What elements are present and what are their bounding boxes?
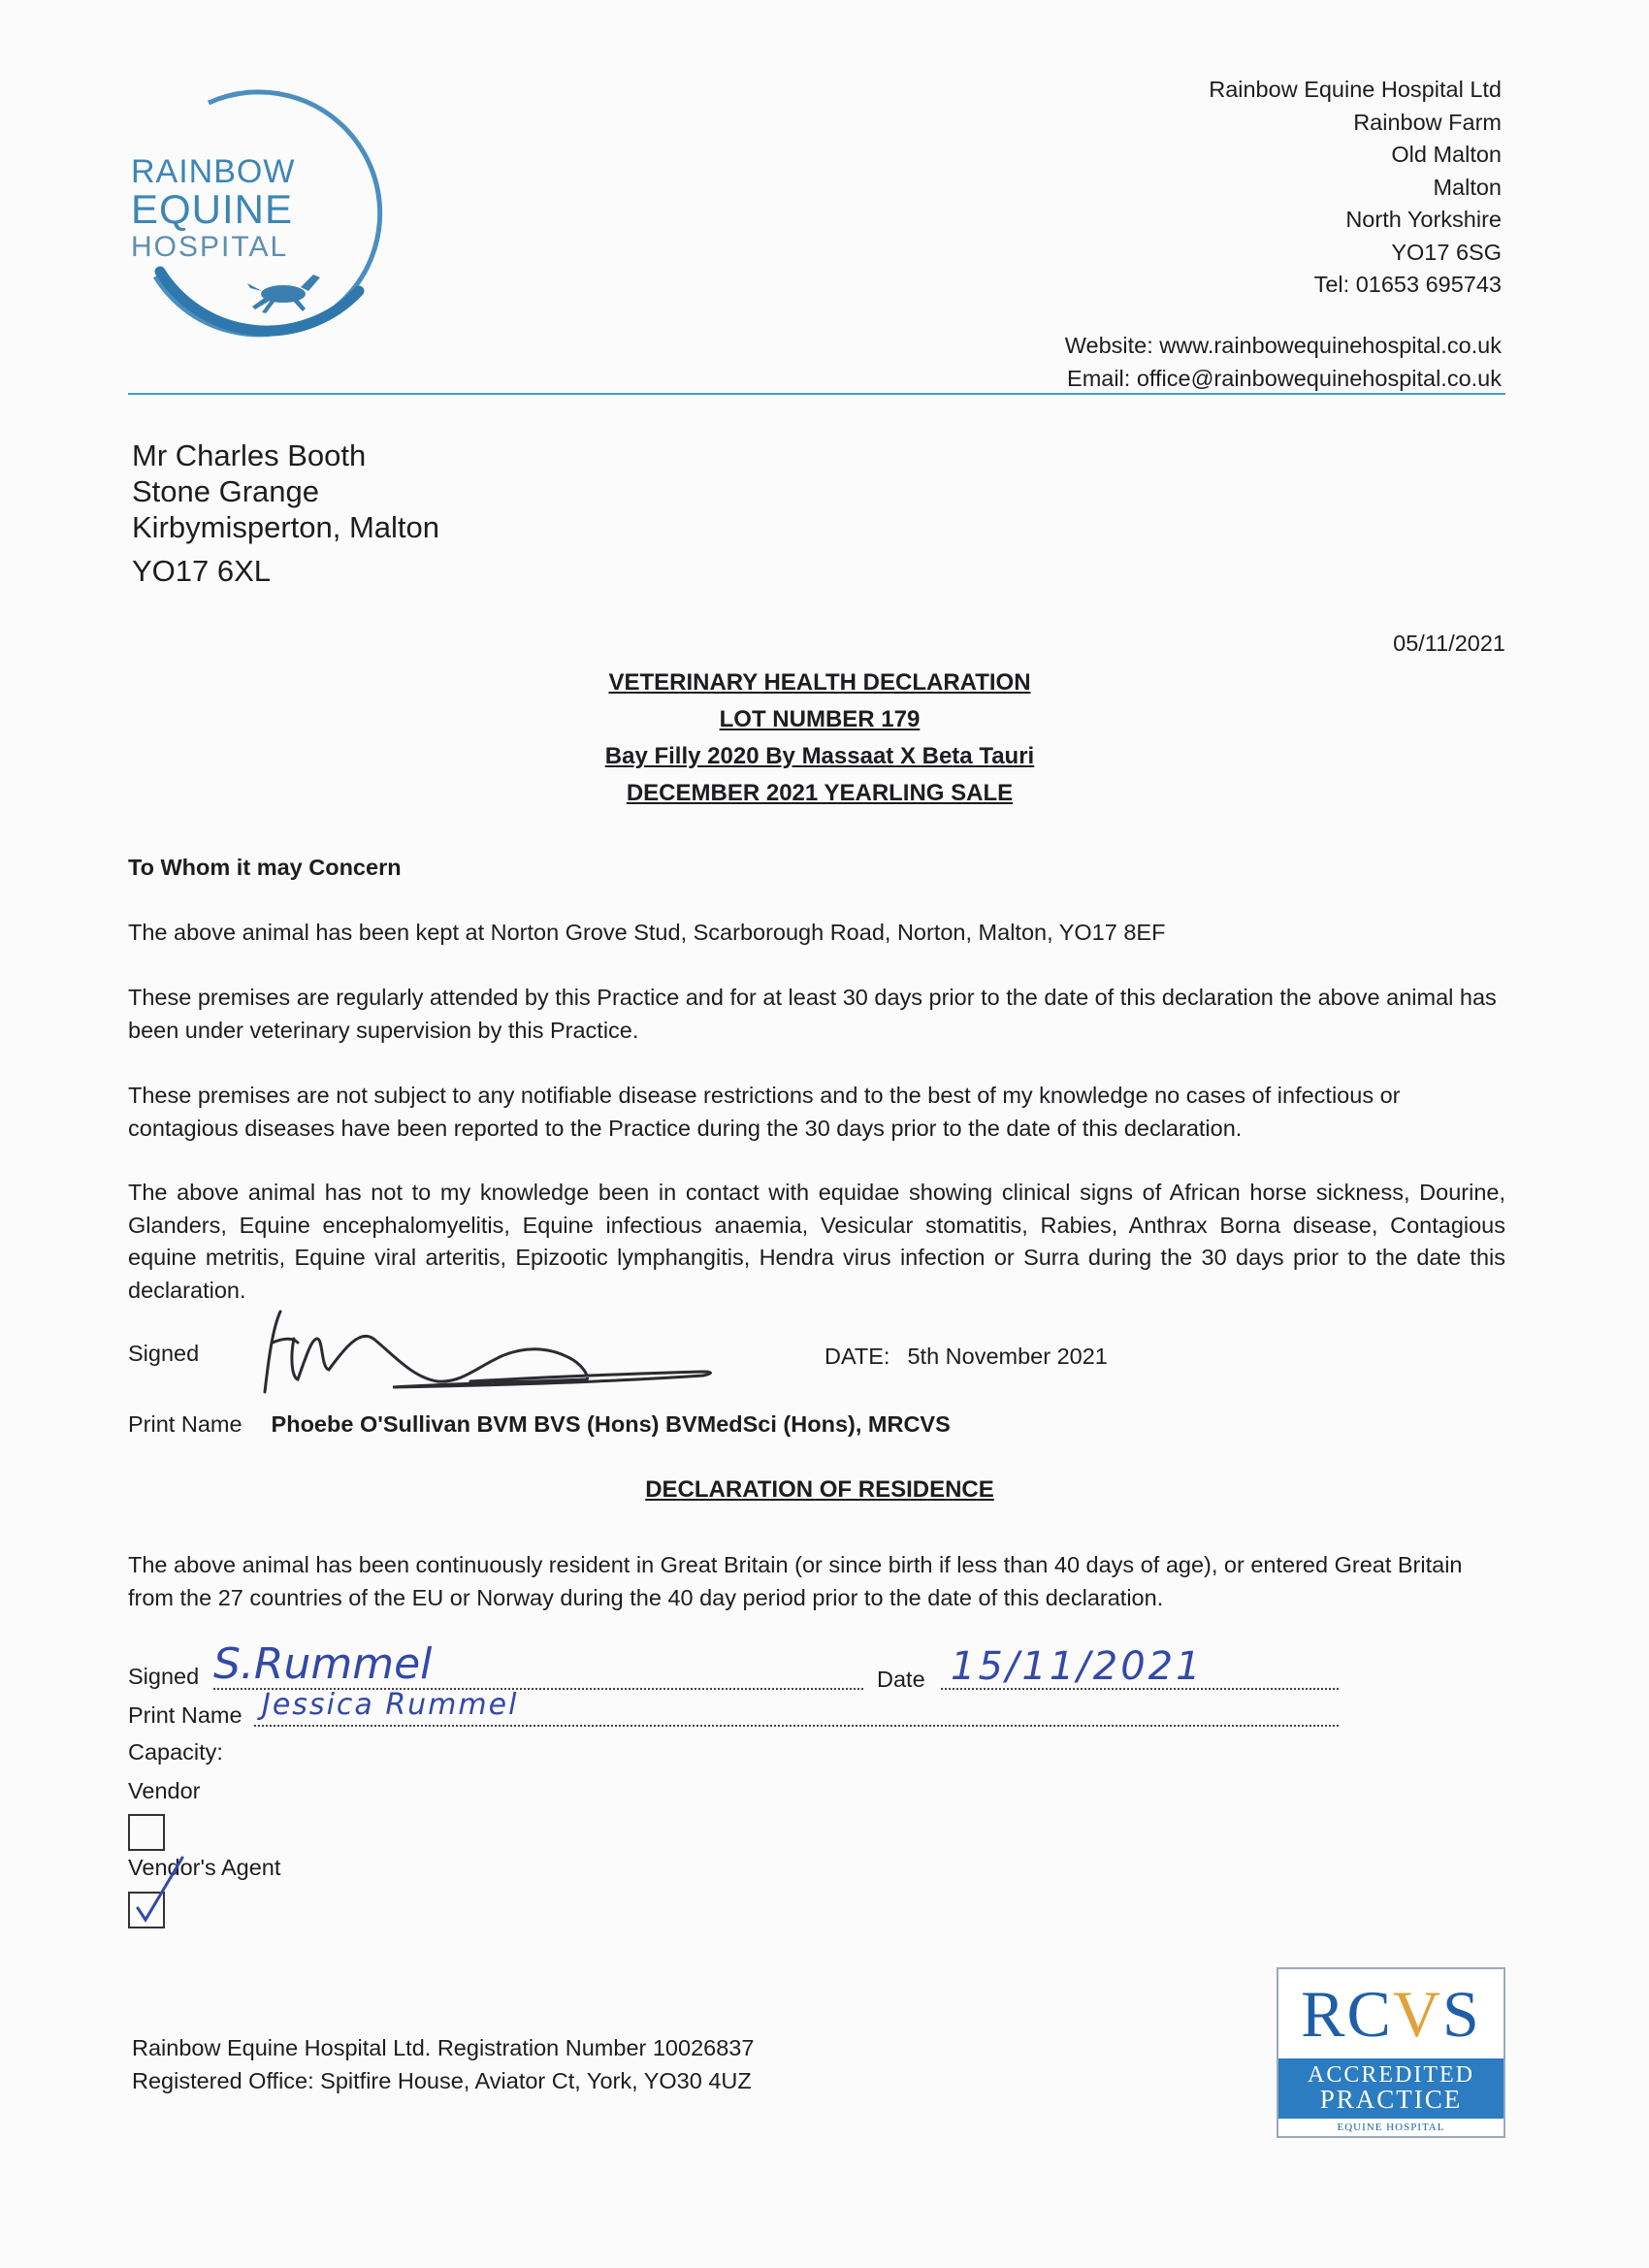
vet-date [824, 1344, 1108, 1370]
recipient-line: Kirbymisperton, Malton [132, 510, 440, 544]
residence-date-label: Date [877, 1667, 925, 1692]
vet-signature-graphic [247, 1300, 849, 1407]
recipient-line: YO17 6XL [132, 554, 272, 588]
print-name-label: Print Name [128, 1411, 242, 1437]
vendor-label: Vendor [128, 1778, 201, 1803]
recipient-line: Mr Charles Booth [132, 438, 367, 472]
rcvs-shield-icon: V [1392, 1977, 1442, 2051]
telephone: Tel: 01653 695743 [1313, 272, 1502, 297]
paragraph: These premises are not subject to any notifiable disease restrictions and to the best of my knowledge no cases of infectious or contagious diseases have been reported to the Practice during the 30 days prior to the date of this declaration. [128, 1083, 1401, 1141]
heading-line: DECEMBER 2021 YEARLING SALE [626, 780, 1014, 806]
header-divider [128, 393, 1505, 395]
address-line: YO17 6SG [1391, 239, 1502, 265]
hospital-logo [116, 68, 407, 359]
address-line: Old Malton [1391, 142, 1502, 167]
logo-word-rainbow: RAINBOW [131, 153, 296, 190]
residence-signed-label: Signed [128, 1664, 200, 1689]
address-line: North Yorkshire [1345, 207, 1502, 232]
paragraph: The above animal has not to my knowledge been in contact with equidae showing clinical signs of African horse sickness, Dourine, Glanders, Equine encephalomyelitis, Equine infectious anaemia, Vesicular stomatitis, Rabies, Anthrax Borna disease, Contagious equine metritis, Equine viral arteritis, Epizootic lymphangitis, Hendra virus infection or Surra during the 30 days prior to the date this declaration. [128, 1180, 1505, 1303]
residence-date-value: 15/11/2021 [951, 1644, 1204, 1689]
residence-heading [0, 1476, 1639, 1504]
logo-word-hospital: HOSPITAL [131, 231, 289, 263]
address-line: Malton [1433, 174, 1502, 200]
rcvs-s: S [1442, 1977, 1481, 2051]
letter-date: 05/11/2021 [1393, 631, 1505, 656]
print-name-line [254, 1725, 1339, 1727]
date-label: DATE: [824, 1344, 890, 1369]
hospital-contact [1065, 330, 1502, 395]
email: Email: office@rainbowequinehospital.co.uk [1067, 365, 1502, 391]
rcvs-logo [1278, 1969, 1504, 2058]
logo-word-equine: EQUINE [131, 186, 294, 232]
address-line: Rainbow Equine Hospital Ltd [1209, 77, 1502, 102]
paragraph: The above animal has been kept at Norton Grove Stud, Scarborough Road, Norton, Malton, YO17 8EF [128, 920, 1166, 945]
rcvs-category: EQUINE HOSPITAL [1337, 2122, 1445, 2133]
recipient-address [132, 437, 439, 589]
address-line: Rainbow Farm [1353, 109, 1502, 135]
vet-print-name [128, 1411, 951, 1438]
heading-line: Bay Filly 2020 By Massaat X Beta Tauri [604, 743, 1035, 769]
print-name-value: Phoebe O'Sullivan BVM BVS (Hons) BVMedSci (Hons), MRCVS [271, 1411, 951, 1437]
vendor-checkbox[interactable] [128, 1814, 165, 1851]
hospital-address [1209, 74, 1502, 302]
recipient-line: Stone Grange [132, 474, 320, 508]
checkmark-icon [124, 1848, 211, 1935]
vendor-agent-label: Vendor's Agent [128, 1855, 281, 1880]
date-value: 5th November 2021 [907, 1344, 1108, 1369]
greeting: To Whom it may Concern [128, 855, 402, 880]
heading-line: VETERINARY HEALTH DECLARATION [608, 669, 1031, 696]
rcvs-accreditation-badge [1277, 1967, 1505, 2138]
residence-paragraph: The above animal has been continuously resident in Great Britain (or since birth if less than 40 days of age), or entered Great Britain from the 27 countries of the EU or Norway during the 40 day period prior to the date of this declaration. [128, 1552, 1463, 1610]
declaration-heading [0, 664, 1639, 812]
registered-office: Registered Office: Spitfire House, Aviator Ct, York, YO30 4UZ [132, 2067, 752, 2093]
residence-print-value: Jessica Rummel [262, 1688, 519, 1722]
website: Website: www.rainbowequinehospital.co.uk [1064, 333, 1502, 358]
residence-signature: S.Rummel [213, 1639, 433, 1689]
rcvs-accredited: ACCREDITED [1308, 2062, 1474, 2088]
paragraph: These premises are regularly attended by this Practice and for at least 30 days prior to the date of this declaration the above animal has been under veterinary supervision by this Practice. [128, 985, 1497, 1043]
footer [132, 2032, 754, 2097]
rcvs-practice: PRACTICE [1319, 2085, 1463, 2114]
rcvs-banner [1278, 2058, 1504, 2119]
rcvs-rc: RC [1301, 1977, 1393, 2051]
residence-heading-text: DECLARATION OF RESIDENCE [645, 1476, 994, 1503]
heading-line: LOT NUMBER 179 [719, 706, 921, 732]
residence-print-label: Print Name [128, 1702, 242, 1728]
signed-label: Signed [128, 1341, 200, 1366]
horse-icon [247, 275, 320, 313]
capacity-label: Capacity: [128, 1739, 223, 1765]
registration-number: Rainbow Equine Hospital Ltd. Registration Number 10026837 [132, 2035, 755, 2060]
